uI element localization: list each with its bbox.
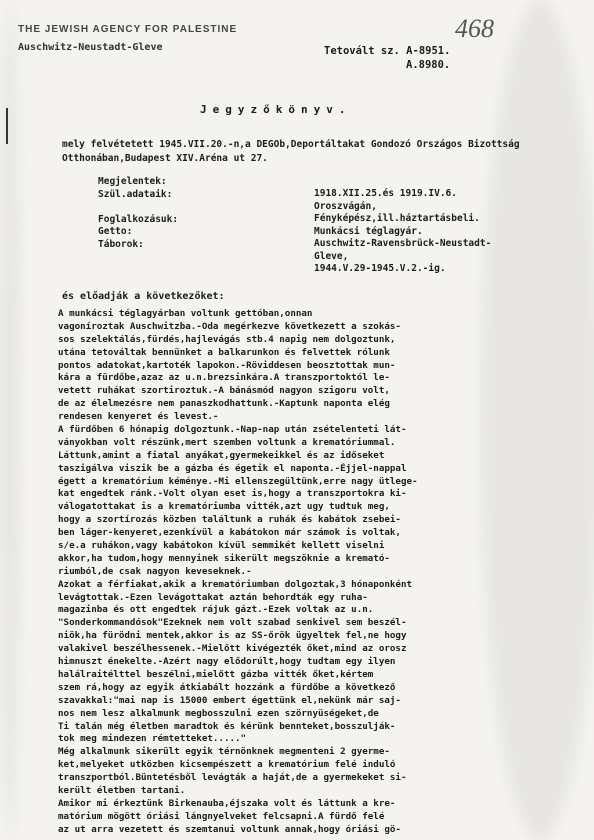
body-line: akkor,ha tudom,hogy mennyinek sikerült megszöknie a kremató- [58, 552, 390, 564]
body-line: sos szelektálás,fürdés,hajlevágás stb.4 napig nem dolgoztunk, [58, 333, 396, 345]
body-line: levágtottak.-Ezen levágottakat aztán behordták egy ruha- [58, 591, 368, 603]
document-title: Jegyzőkönyv. [200, 103, 352, 116]
body-line: vetett ruhákat szortiroztuk.-A bánásmód nagyon szigoru volt, [58, 385, 390, 397]
field-value: Munkácsi téglagyár. [314, 225, 423, 237]
body-line: tok meg mindezen rémtetteket....." [58, 733, 247, 745]
body-line: Azokat a férfiakat,akik a krematóriumban dolgoztak,3 hónaponként [58, 578, 413, 590]
body-line: niök,ha fürödni mentek,akkor is az SS-őrök ügyeltek fel,ne hogy [58, 630, 407, 642]
body-line: taszigálva viszik be a gázba és égetik el naponta.-Éjjel-nappal [58, 462, 407, 474]
body-line: hogy a szortírozás közben találtunk a ruhák és kabátok zsebei- [58, 514, 401, 526]
field-label: Getto: [98, 226, 133, 237]
body-line: halálraitélttel beszélni,mielőtt gázba vitték őket,kértem [58, 668, 374, 680]
field-label: Szül.adataik: [98, 188, 173, 200]
body-line: kat engedtek ránk.-Volt olyan eset is,hogy a transzportokra ki- [58, 488, 407, 500]
body-line: A munkácsi téglagyárban voltunk gettóban,onnan [58, 308, 313, 319]
tattoo-reference [324, 44, 450, 72]
body-line: A fürdőben 6 hónapig dolgoztunk.-Nap-nap után zsételenteti lát- [58, 424, 407, 436]
field-value: Fényképész,ill.háztartásbeli. [314, 213, 480, 224]
body-line: valakivel beszélhessenek.-Mielőtt kivégezték őket,mind az orosz [58, 643, 407, 655]
body-line: Amikor mi érkeztünk Birkenauba,éjszaka volt és láttunk a kre- [58, 797, 396, 809]
body-line: válogatottakat is a krematóriumba vitték,azt ugy tudtuk meg, [58, 501, 390, 513]
body-line: pontos adatokat,kartoték lapokon.-Röviddesen beosztottak mun- [58, 359, 396, 371]
field-value: Gleve, [314, 250, 349, 262]
body-line: Láttunk,amint a fiatal anyákat,gyermekeikkel és az időseket [58, 449, 385, 461]
body-line: ben láger-kenyeret,ezenkívül a kabátokon már számok is voltak, [58, 527, 401, 539]
body-line: vagoníroztak Auschwitzba.-Oda megérkezve következett a szokás- [58, 320, 401, 332]
body-line: himnuszt énekelte.-Azért nagy elődorúlt,hogy tudtam egy ilyen [58, 656, 396, 668]
intro-paragraph: mely felvétetett 1945.VII.20.-n,a DEGOb,Deportáltakat Gondozó Országos Bizottság Otthonában,Budapest XIV.Aréna ut 27. [62, 139, 520, 164]
testimony-body [58, 308, 518, 837]
body-line: nos nem lesz alkalmunk megbosszulni ezen szörnyüségeket,de [58, 707, 379, 719]
field-labels [98, 176, 178, 251]
field-values [314, 188, 491, 276]
body-line: riumból,de csak nagyon keveseknek.- [58, 565, 252, 577]
field-label: Foglalkozásuk: [98, 213, 179, 225]
body-line: ványokban volt részünk,mert szemben voltunk a krematóriummal. [58, 436, 396, 448]
body-line: matórium mögött óriási lángnyelveket felcsapni.A fürdő felé [58, 810, 385, 822]
tattoo-second: A.8980. [406, 59, 451, 71]
field-label [98, 201, 178, 214]
body-line: s/e.a ruhákon,vagy kabátokon kívül semmikét kellett viselni [58, 540, 385, 552]
body-line: kára a fürdőbe,azaz az u.n.brezsinkára.A transzportoktól le- [58, 372, 390, 384]
field-label: Megjelentek: [98, 176, 167, 187]
body-line: Még alkalmunk sikerült egyik térnönknek megmenteni 2 gyerme- [58, 746, 390, 758]
body-line: szavakkal:"mai nap is 15000 embert égettünk el,nekünk már saj- [58, 694, 401, 706]
body-line: utána tetováltak bennünket a balkarunkon és felvettek rólunk [58, 346, 390, 358]
body-line: szem rá,hogy az egyik átkiabált hozzánk a fürdőbe a következő [58, 681, 396, 693]
body-line: transzportból.Büntetésből levágták a haját,de a gyermekeket si- [58, 772, 407, 784]
body-line: rendesen kenyeret és levest.- [58, 411, 219, 423]
body-line: de az élelmezésre nem panaszkodhattunk.-Kaptunk naponta elég [58, 398, 390, 410]
body-line: égett a krematórium kéménye.-Mi ellenszegültünk,erre nagy ütlege- [58, 475, 418, 487]
field-value: 1944.V.29-1945.V.2.-ig. [314, 263, 446, 274]
left-edge-shadow [0, 0, 20, 840]
tattoo-label: Tetovált sz. A-8951. [324, 45, 451, 57]
body-line: "Sonderkommandósok"Ezeknek nem volt szabad senkivel sem beszél- [58, 617, 407, 629]
body-line: az ut arra vezetett és szemtanui voltunk annak,hogy óriási gö- [58, 823, 401, 835]
archive-number: 468 [455, 14, 494, 43]
field-value: 1918.XII.25.és 1919.IV.6. [314, 188, 457, 199]
body-line: Ti talán még életben maradtok és kérünk bennteket,bosszulják- [58, 720, 396, 732]
lead-line: és előadják a következőket: [62, 291, 225, 302]
body-line: ket,melyeket utközben kicsempészett a krematórium felé induló [58, 759, 396, 771]
body-line: került életben tartani. [58, 784, 186, 796]
margin-mark [6, 108, 8, 144]
field-value: Auschwitz-Ravensbrück-Neustadt- [314, 238, 492, 249]
field-label: Táborok: [98, 238, 144, 250]
agency-stamp: THE JEWISH AGENCY FOR PALESTINE [18, 24, 238, 35]
field-value: Oroszvágán, [314, 200, 377, 212]
body-line: magazinba és ott engedtek rájuk gázt.-Ezek voltak az u.n. [58, 604, 374, 616]
camp-line: Auschwitz-Neustadt-Gleve [18, 42, 163, 53]
